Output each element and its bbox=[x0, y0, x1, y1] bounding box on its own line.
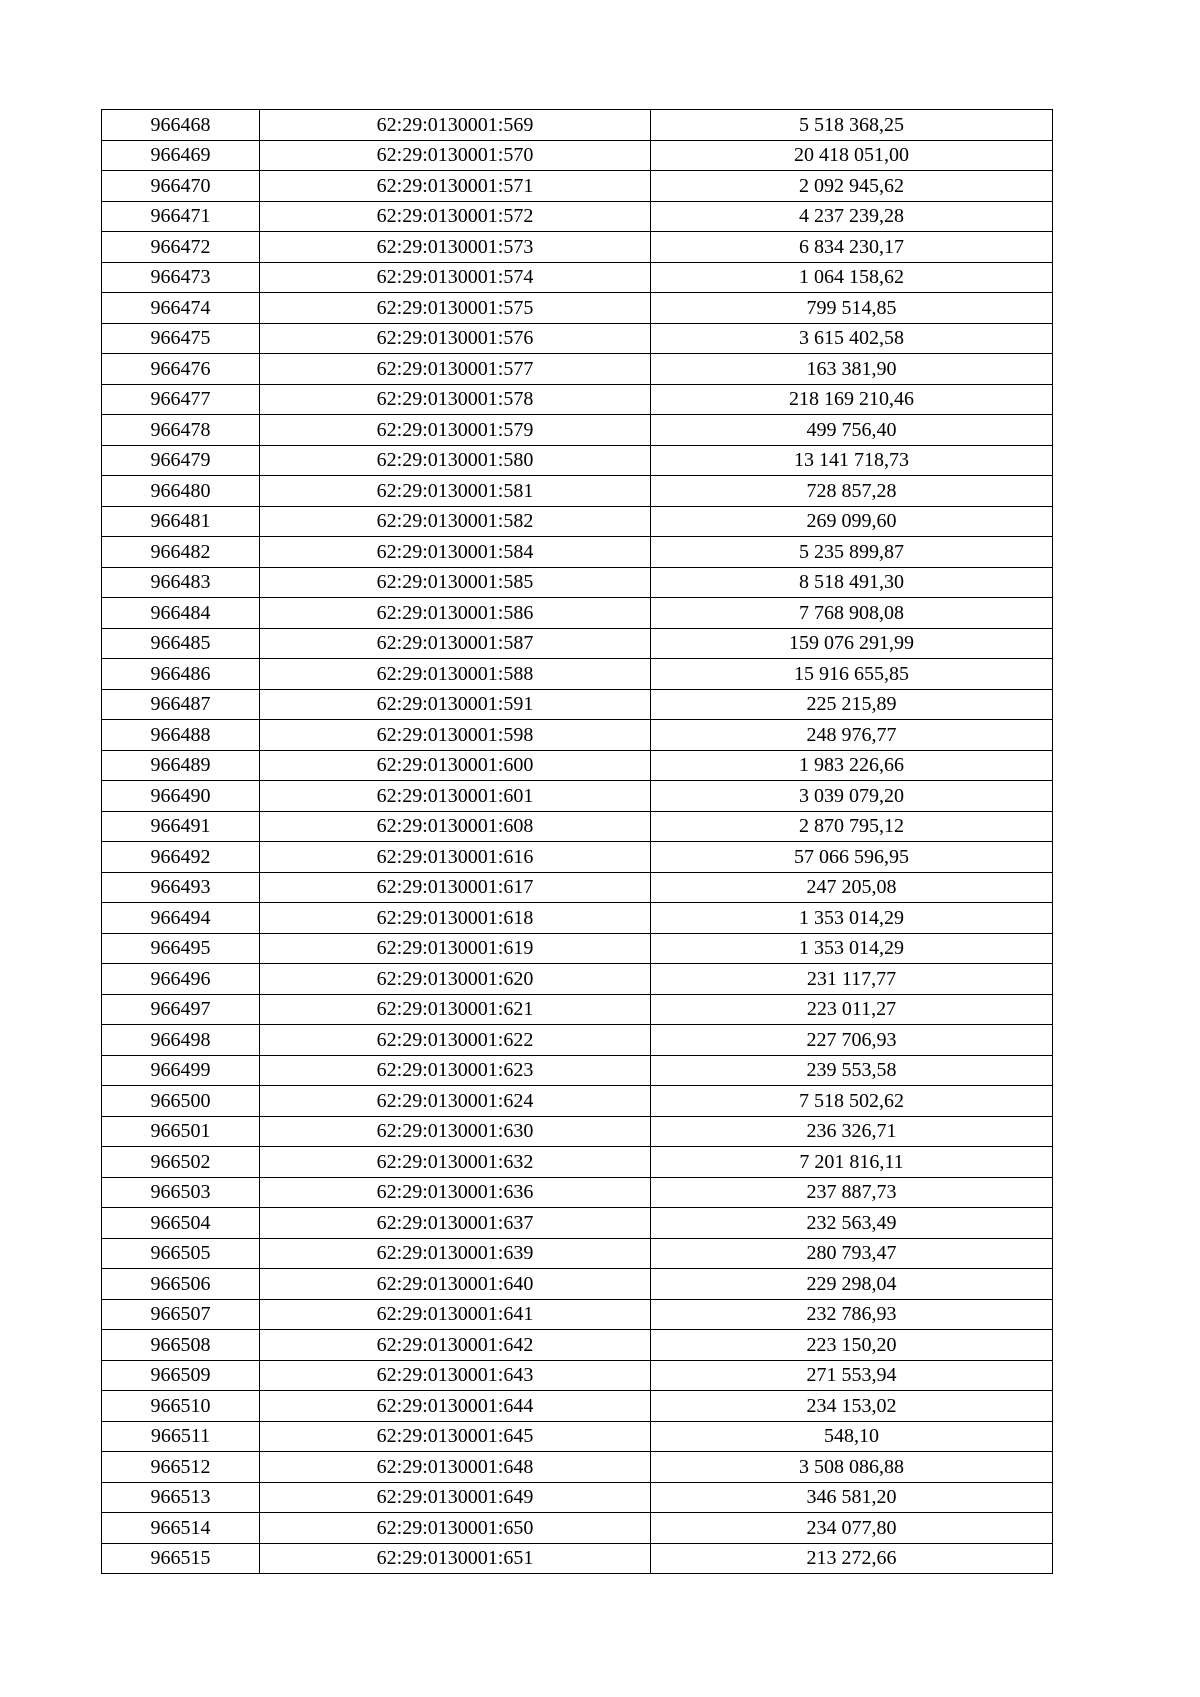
table-row bbox=[102, 384, 1053, 415]
cadastral-value-cell: 799 514,85 bbox=[651, 293, 1053, 324]
table-row bbox=[102, 720, 1053, 751]
row-number-cell: 966484 bbox=[102, 598, 260, 629]
table-row bbox=[102, 964, 1053, 995]
row-number-cell: 966504 bbox=[102, 1208, 260, 1239]
cadastral-value-cell: 1 983 226,66 bbox=[651, 750, 1053, 781]
row-number-cell: 966485 bbox=[102, 628, 260, 659]
table-row bbox=[102, 293, 1053, 324]
row-number-cell: 966477 bbox=[102, 384, 260, 415]
cadastral-value-cell: 223 150,20 bbox=[651, 1330, 1053, 1361]
table-row bbox=[102, 659, 1053, 690]
table-row bbox=[102, 537, 1053, 568]
cadastral-value-table bbox=[101, 109, 1053, 1574]
cadastral-number-cell: 62:29:0130001:584 bbox=[260, 537, 651, 568]
table-row bbox=[102, 262, 1053, 293]
cadastral-number-cell: 62:29:0130001:585 bbox=[260, 567, 651, 598]
cadastral-value-cell: 7 768 908,08 bbox=[651, 598, 1053, 629]
cadastral-number-cell: 62:29:0130001:632 bbox=[260, 1147, 651, 1178]
table-row bbox=[102, 628, 1053, 659]
cadastral-value-cell: 1 064 158,62 bbox=[651, 262, 1053, 293]
cadastral-value-cell: 223 011,27 bbox=[651, 994, 1053, 1025]
cadastral-value-cell: 271 553,94 bbox=[651, 1360, 1053, 1391]
cadastral-value-cell: 231 117,77 bbox=[651, 964, 1053, 995]
table-row bbox=[102, 1330, 1053, 1361]
table-row bbox=[102, 1147, 1053, 1178]
row-number-cell: 966496 bbox=[102, 964, 260, 995]
cadastral-number-cell: 62:29:0130001:630 bbox=[260, 1116, 651, 1147]
cadastral-value-cell: 237 887,73 bbox=[651, 1177, 1053, 1208]
cadastral-value-cell: 213 272,66 bbox=[651, 1543, 1053, 1574]
cadastral-number-cell: 62:29:0130001:569 bbox=[260, 110, 651, 141]
table-row bbox=[102, 1208, 1053, 1239]
table-row bbox=[102, 1086, 1053, 1117]
cadastral-number-cell: 62:29:0130001:649 bbox=[260, 1482, 651, 1513]
cadastral-number-cell: 62:29:0130001:618 bbox=[260, 903, 651, 934]
table-row bbox=[102, 842, 1053, 873]
cadastral-number-cell: 62:29:0130001:624 bbox=[260, 1086, 651, 1117]
cadastral-value-cell: 1 353 014,29 bbox=[651, 903, 1053, 934]
cadastral-value-cell: 3 039 079,20 bbox=[651, 781, 1053, 812]
row-number-cell: 966483 bbox=[102, 567, 260, 598]
cadastral-value-cell: 3 615 402,58 bbox=[651, 323, 1053, 354]
table-row bbox=[102, 1238, 1053, 1269]
row-number-cell: 966476 bbox=[102, 354, 260, 385]
cadastral-value-cell: 227 706,93 bbox=[651, 1025, 1053, 1056]
table-row bbox=[102, 232, 1053, 263]
row-number-cell: 966472 bbox=[102, 232, 260, 263]
cadastral-number-cell: 62:29:0130001:622 bbox=[260, 1025, 651, 1056]
cadastral-value-cell: 218 169 210,46 bbox=[651, 384, 1053, 415]
table-row bbox=[102, 171, 1053, 202]
table-body bbox=[102, 110, 1053, 1574]
row-number-cell: 966513 bbox=[102, 1482, 260, 1513]
cadastral-number-cell: 62:29:0130001:598 bbox=[260, 720, 651, 751]
cadastral-value-cell: 5 518 368,25 bbox=[651, 110, 1053, 141]
cadastral-value-cell: 248 976,77 bbox=[651, 720, 1053, 751]
cadastral-number-cell: 62:29:0130001:582 bbox=[260, 506, 651, 537]
cadastral-value-cell: 163 381,90 bbox=[651, 354, 1053, 385]
row-number-cell: 966499 bbox=[102, 1055, 260, 1086]
table-row bbox=[102, 354, 1053, 385]
row-number-cell: 966473 bbox=[102, 262, 260, 293]
table-row bbox=[102, 506, 1053, 537]
row-number-cell: 966497 bbox=[102, 994, 260, 1025]
table-row bbox=[102, 1421, 1053, 1452]
row-number-cell: 966487 bbox=[102, 689, 260, 720]
table-row bbox=[102, 994, 1053, 1025]
table-row bbox=[102, 1177, 1053, 1208]
cadastral-number-cell: 62:29:0130001:577 bbox=[260, 354, 651, 385]
cadastral-value-cell: 229 298,04 bbox=[651, 1269, 1053, 1300]
cadastral-number-cell: 62:29:0130001:608 bbox=[260, 811, 651, 842]
cadastral-number-cell: 62:29:0130001:650 bbox=[260, 1513, 651, 1544]
table-row bbox=[102, 415, 1053, 446]
cadastral-value-cell: 7 201 816,11 bbox=[651, 1147, 1053, 1178]
row-number-cell: 966509 bbox=[102, 1360, 260, 1391]
row-number-cell: 966495 bbox=[102, 933, 260, 964]
row-number-cell: 966507 bbox=[102, 1299, 260, 1330]
cadastral-number-cell: 62:29:0130001:645 bbox=[260, 1421, 651, 1452]
cadastral-number-cell: 62:29:0130001:641 bbox=[260, 1299, 651, 1330]
cadastral-value-cell: 346 581,20 bbox=[651, 1482, 1053, 1513]
row-number-cell: 966479 bbox=[102, 445, 260, 476]
cadastral-value-cell: 269 099,60 bbox=[651, 506, 1053, 537]
row-number-cell: 966493 bbox=[102, 872, 260, 903]
cadastral-number-cell: 62:29:0130001:576 bbox=[260, 323, 651, 354]
row-number-cell: 966474 bbox=[102, 293, 260, 324]
cadastral-value-cell: 225 215,89 bbox=[651, 689, 1053, 720]
cadastral-value-cell: 5 235 899,87 bbox=[651, 537, 1053, 568]
cadastral-number-cell: 62:29:0130001:642 bbox=[260, 1330, 651, 1361]
cadastral-number-cell: 62:29:0130001:586 bbox=[260, 598, 651, 629]
cadastral-number-cell: 62:29:0130001:643 bbox=[260, 1360, 651, 1391]
table-row bbox=[102, 598, 1053, 629]
cadastral-value-cell: 2 092 945,62 bbox=[651, 171, 1053, 202]
cadastral-value-cell: 3 508 086,88 bbox=[651, 1452, 1053, 1483]
row-number-cell: 966482 bbox=[102, 537, 260, 568]
row-number-cell: 966471 bbox=[102, 201, 260, 232]
cadastral-number-cell: 62:29:0130001:639 bbox=[260, 1238, 651, 1269]
row-number-cell: 966502 bbox=[102, 1147, 260, 1178]
table-row bbox=[102, 1513, 1053, 1544]
row-number-cell: 966494 bbox=[102, 903, 260, 934]
row-number-cell: 966506 bbox=[102, 1269, 260, 1300]
cadastral-value-cell: 239 553,58 bbox=[651, 1055, 1053, 1086]
row-number-cell: 966470 bbox=[102, 171, 260, 202]
table-row bbox=[102, 1391, 1053, 1422]
row-number-cell: 966515 bbox=[102, 1543, 260, 1574]
table-row bbox=[102, 476, 1053, 507]
cadastral-number-cell: 62:29:0130001:579 bbox=[260, 415, 651, 446]
cadastral-value-cell: 4 237 239,28 bbox=[651, 201, 1053, 232]
table-row bbox=[102, 201, 1053, 232]
cadastral-value-cell: 57 066 596,95 bbox=[651, 842, 1053, 873]
cadastral-number-cell: 62:29:0130001:644 bbox=[260, 1391, 651, 1422]
table-row bbox=[102, 903, 1053, 934]
row-number-cell: 966511 bbox=[102, 1421, 260, 1452]
cadastral-number-cell: 62:29:0130001:574 bbox=[260, 262, 651, 293]
cadastral-number-cell: 62:29:0130001:600 bbox=[260, 750, 651, 781]
cadastral-value-cell: 13 141 718,73 bbox=[651, 445, 1053, 476]
cadastral-number-cell: 62:29:0130001:640 bbox=[260, 1269, 651, 1300]
cadastral-number-cell: 62:29:0130001:621 bbox=[260, 994, 651, 1025]
cadastral-number-cell: 62:29:0130001:616 bbox=[260, 842, 651, 873]
cadastral-value-cell: 232 563,49 bbox=[651, 1208, 1053, 1239]
row-number-cell: 966501 bbox=[102, 1116, 260, 1147]
row-number-cell: 966488 bbox=[102, 720, 260, 751]
row-number-cell: 966490 bbox=[102, 781, 260, 812]
cadastral-value-cell: 6 834 230,17 bbox=[651, 232, 1053, 263]
table-row bbox=[102, 1269, 1053, 1300]
cadastral-number-cell: 62:29:0130001:620 bbox=[260, 964, 651, 995]
cadastral-number-cell: 62:29:0130001:588 bbox=[260, 659, 651, 690]
table-row bbox=[102, 1299, 1053, 1330]
cadastral-number-cell: 62:29:0130001:581 bbox=[260, 476, 651, 507]
cadastral-value-cell: 234 077,80 bbox=[651, 1513, 1053, 1544]
table-row bbox=[102, 445, 1053, 476]
row-number-cell: 966492 bbox=[102, 842, 260, 873]
cadastral-number-cell: 62:29:0130001:578 bbox=[260, 384, 651, 415]
row-number-cell: 966481 bbox=[102, 506, 260, 537]
row-number-cell: 966486 bbox=[102, 659, 260, 690]
table-row bbox=[102, 1025, 1053, 1056]
table-row bbox=[102, 567, 1053, 598]
row-number-cell: 966500 bbox=[102, 1086, 260, 1117]
row-number-cell: 966489 bbox=[102, 750, 260, 781]
cadastral-number-cell: 62:29:0130001:591 bbox=[260, 689, 651, 720]
table-row bbox=[102, 1482, 1053, 1513]
row-number-cell: 966478 bbox=[102, 415, 260, 446]
cadastral-value-cell: 2 870 795,12 bbox=[651, 811, 1053, 842]
cadastral-number-cell: 62:29:0130001:619 bbox=[260, 933, 651, 964]
cadastral-value-cell: 232 786,93 bbox=[651, 1299, 1053, 1330]
cadastral-number-cell: 62:29:0130001:648 bbox=[260, 1452, 651, 1483]
row-number-cell: 966480 bbox=[102, 476, 260, 507]
table-row bbox=[102, 811, 1053, 842]
cadastral-value-cell: 20 418 051,00 bbox=[651, 140, 1053, 171]
cadastral-number-cell: 62:29:0130001:623 bbox=[260, 1055, 651, 1086]
row-number-cell: 966491 bbox=[102, 811, 260, 842]
table-row bbox=[102, 872, 1053, 903]
table-row bbox=[102, 1055, 1053, 1086]
cadastral-number-cell: 62:29:0130001:573 bbox=[260, 232, 651, 263]
row-number-cell: 966503 bbox=[102, 1177, 260, 1208]
table-row bbox=[102, 1116, 1053, 1147]
cadastral-number-cell: 62:29:0130001:587 bbox=[260, 628, 651, 659]
cadastral-value-cell: 728 857,28 bbox=[651, 476, 1053, 507]
cadastral-number-cell: 62:29:0130001:572 bbox=[260, 201, 651, 232]
row-number-cell: 966505 bbox=[102, 1238, 260, 1269]
row-number-cell: 966475 bbox=[102, 323, 260, 354]
cadastral-value-cell: 247 205,08 bbox=[651, 872, 1053, 903]
cadastral-number-cell: 62:29:0130001:580 bbox=[260, 445, 651, 476]
table-row bbox=[102, 323, 1053, 354]
table-row bbox=[102, 781, 1053, 812]
cadastral-number-cell: 62:29:0130001:570 bbox=[260, 140, 651, 171]
cadastral-value-cell: 8 518 491,30 bbox=[651, 567, 1053, 598]
cadastral-value-cell: 7 518 502,62 bbox=[651, 1086, 1053, 1117]
cadastral-number-cell: 62:29:0130001:601 bbox=[260, 781, 651, 812]
table-row bbox=[102, 750, 1053, 781]
row-number-cell: 966468 bbox=[102, 110, 260, 141]
table-row bbox=[102, 933, 1053, 964]
cadastral-value-cell: 159 076 291,99 bbox=[651, 628, 1053, 659]
table-row bbox=[102, 1452, 1053, 1483]
cadastral-number-cell: 62:29:0130001:651 bbox=[260, 1543, 651, 1574]
cadastral-number-cell: 62:29:0130001:637 bbox=[260, 1208, 651, 1239]
table-row bbox=[102, 1543, 1053, 1574]
cadastral-value-cell: 1 353 014,29 bbox=[651, 933, 1053, 964]
cadastral-number-cell: 62:29:0130001:571 bbox=[260, 171, 651, 202]
cadastral-value-cell: 548,10 bbox=[651, 1421, 1053, 1452]
table-row bbox=[102, 1360, 1053, 1391]
row-number-cell: 966498 bbox=[102, 1025, 260, 1056]
table-row bbox=[102, 110, 1053, 141]
cadastral-value-cell: 15 916 655,85 bbox=[651, 659, 1053, 690]
cadastral-value-cell: 499 756,40 bbox=[651, 415, 1053, 446]
table-row bbox=[102, 140, 1053, 171]
cadastral-number-cell: 62:29:0130001:636 bbox=[260, 1177, 651, 1208]
cadastral-value-cell: 280 793,47 bbox=[651, 1238, 1053, 1269]
row-number-cell: 966512 bbox=[102, 1452, 260, 1483]
cadastral-value-cell: 234 153,02 bbox=[651, 1391, 1053, 1422]
row-number-cell: 966469 bbox=[102, 140, 260, 171]
cadastral-value-cell: 236 326,71 bbox=[651, 1116, 1053, 1147]
cadastral-number-cell: 62:29:0130001:617 bbox=[260, 872, 651, 903]
row-number-cell: 966508 bbox=[102, 1330, 260, 1361]
table-row bbox=[102, 689, 1053, 720]
row-number-cell: 966514 bbox=[102, 1513, 260, 1544]
cadastral-number-cell: 62:29:0130001:575 bbox=[260, 293, 651, 324]
row-number-cell: 966510 bbox=[102, 1391, 260, 1422]
